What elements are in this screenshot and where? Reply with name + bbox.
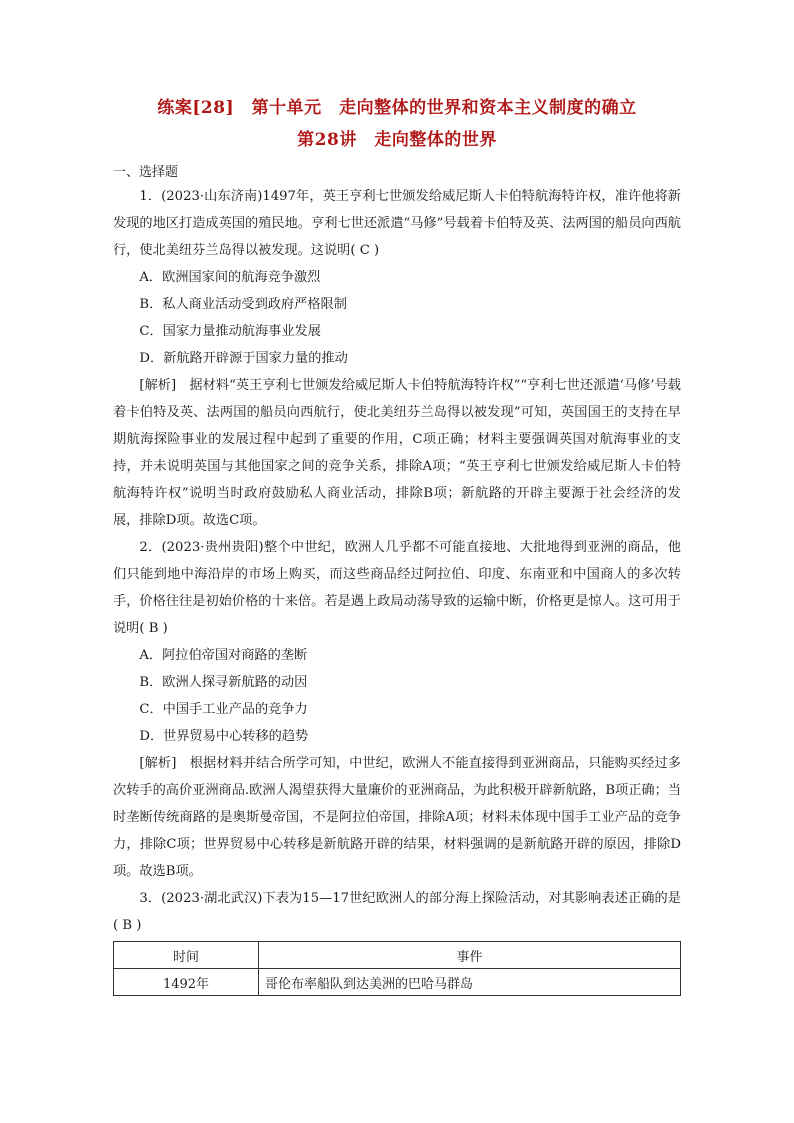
table-row bbox=[114, 969, 681, 996]
table-cell-event: 哥伦布率船队到达美洲的巴哈马群岛 bbox=[259, 969, 681, 996]
question-2-option-a: A．阿拉伯帝国对商路的垄断 bbox=[139, 648, 308, 663]
question-1-option-c: C．国家力量推动航海事业发展 bbox=[139, 324, 321, 339]
question-1-option-d: D．新航路开辟源于国家力量的推动 bbox=[139, 351, 348, 366]
table-header-time: 时间 bbox=[114, 942, 259, 969]
section-heading: 一、选择题 bbox=[113, 165, 179, 180]
question-1-analysis: [解析] 据材料“英王亨利七世颁发给威尼斯人卡伯特航海特许权”“亨利七世还派遣‘马修’号载着卡伯特及英、法两国的船员向西航行，使北美纽芬兰岛得以被发现”可知，英国国王的支持在早期航海探险事业的发展过程中起到了重要的作用，C项正确；材料主要强调英国对航海事业的支持，并未说明英国与其他国家之间的竞争关系，排除A项；“英王亨利七世颁发给威尼斯人卡伯特航海特许权”说明当时政府鼓励私人商业活动，排除B项；新航路的开辟主要源于社会经济的发展，排除D项。故选C项。 bbox=[113, 378, 681, 528]
events-table bbox=[113, 941, 681, 996]
question-3-stem: 3．(2023·湖北武汉)下表为15—17世纪欧洲人的部分海上探险活动，对其影响表述正确的是( B ) bbox=[113, 891, 681, 933]
lesson-title: 第28讲 走向整体的世界 bbox=[297, 130, 497, 150]
question-1-option-a: A．欧洲国家间的航海竞争激烈 bbox=[139, 270, 321, 285]
document-page bbox=[113, 95, 681, 996]
question-2-option-d: D．世界贸易中心转移的趋势 bbox=[139, 729, 309, 744]
question-1-option-b: B．私人商业活动受到政府严格限制 bbox=[139, 297, 347, 312]
question-2-stem: 2．(2023·贵州贵阳)整个中世纪，欧洲人几乎都不可能直接地、大批地得到亚洲的商品，他们只能到地中海沿岸的市场上购买，而这些商品经过阿拉伯、印度、东南亚和中国商人的多次转手，价格往往是初始价格的十来倍。若是遇上政局动荡导致的运输中断，价格更是惊人。这可用于说明( B ) bbox=[113, 540, 681, 636]
question-2-option-b: B．欧洲人探寻新航路的动因 bbox=[139, 675, 308, 690]
unit-title: 练案[28] 第十单元 走向整体的世界和资本主义制度的确立 bbox=[157, 98, 637, 118]
question-2-option-c: C．中国手工业产品的竞争力 bbox=[139, 702, 308, 717]
table-cell-time: 1492年 bbox=[114, 969, 259, 996]
table-header-row bbox=[114, 942, 681, 969]
table-header-event: 事件 bbox=[259, 942, 681, 969]
question-1-stem: 1．(2023·山东济南)1497年，英王亨利七世颁发给威尼斯人卡伯特航海特许权，准许他将新发现的地区打造成英国的殖民地。亨利七世还派遣“马修”号载着卡伯特及英、法两国的船员向西航行，使北美纽芬兰岛得以被发现。这说明( C ) bbox=[113, 189, 681, 258]
question-2-analysis: [解析] 根据材料并结合所学可知，中世纪，欧洲人不能直接得到亚洲商品，只能购买经过多次转手的高价亚洲商品.欧洲人渴望获得大量廉价的亚洲商品，为此积极开辟新航路，B项正确；当时垄断传统商路的是奥斯曼帝国，不是阿拉伯帝国，排除A项；材料未体现中国手工业产品的竞争力，排除C项；世界贸易中心转移是新航路开辟的结果，材料强调的是新航路开辟的原因，排除D项。故选B项。 bbox=[113, 756, 681, 879]
